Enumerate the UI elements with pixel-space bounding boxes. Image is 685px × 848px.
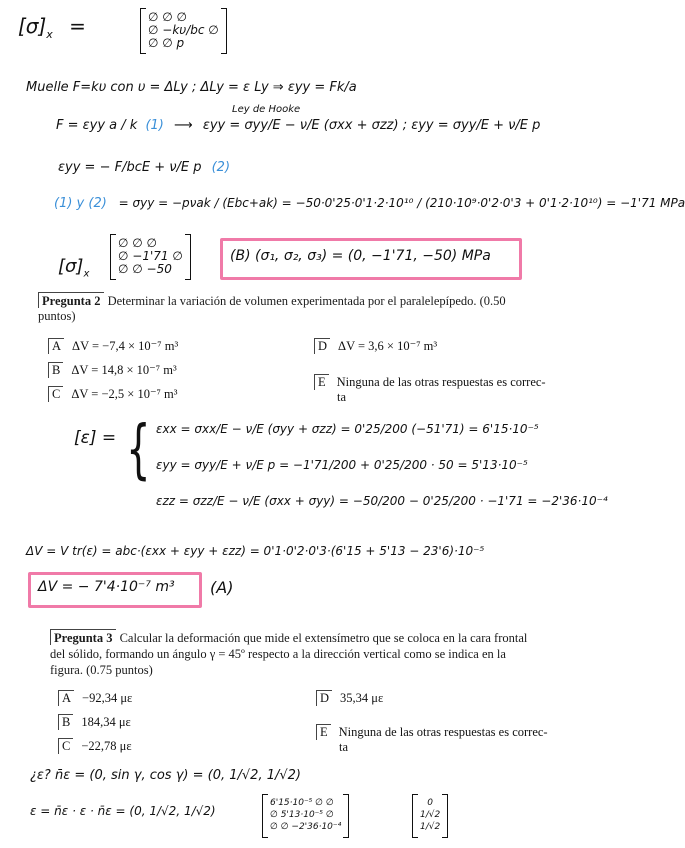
gauge-direction-line: ¿ε? n̄ε = (0, sin γ, cos γ) = (0, 1/√2, 1/√2) [30, 768, 301, 783]
q3-option-e[interactable] [316, 724, 548, 755]
q3-option-a[interactable] [58, 690, 132, 706]
q2-option-d[interactable] [314, 338, 437, 354]
muelle-line: Muelle F=kυ con υ = ΔLy ; ΔLy = ε Ly ⇒ εyy = Fk/a [26, 80, 357, 95]
question-3-text-3: figura. (0.75 puntos) [50, 663, 153, 677]
option-text: ΔV = 14,8 × 10⁻⁷ m³ [71, 363, 177, 377]
q2-option-c[interactable] [48, 386, 178, 402]
strain-xx-equation: εxx = σxx/E − ν/E (σyy + σzz) = 0'25/200 (−51'71) = 6'15·10⁻⁵ [156, 422, 539, 436]
sigma-label-top [18, 14, 86, 41]
option-letter: C [48, 386, 63, 402]
question-3-text-2: del sólido, formando un ángulo γ = 45º respecto a la dirección vertical como se indica en la [50, 647, 506, 661]
direction-vector [412, 794, 448, 838]
option-text: Ninguna de las otras respuestas es correc- [336, 375, 546, 389]
force-expression: F = εyy a / k [56, 118, 138, 133]
question-2-text-1: Determinar la variación de volumen experimentada por el paralelepípedo. (0.50 [107, 294, 506, 308]
option-letter: B [58, 714, 73, 730]
option-text: 184,34 με [81, 715, 131, 729]
option-text: ΔV = −7,4 × 10⁻⁷ m³ [72, 339, 179, 353]
strain-zz-equation: εzz = σzz/E − ν/E (σxx + σyy) = −50/200 − 0'25/200 · −1'71 = −2'36·10⁻⁴ [156, 494, 608, 508]
matrix-left-bracket [140, 8, 146, 54]
option-text: ΔV = 3,6 × 10⁻⁷ m³ [338, 339, 438, 353]
force-equation [56, 118, 540, 133]
matrix-right-bracket [343, 794, 349, 838]
matrix-row: ∅ ∅ p [148, 36, 185, 50]
arrow: ⟶ [174, 118, 193, 133]
q3-option-b[interactable] [58, 714, 131, 730]
combine-label: (1) y (2) [54, 196, 107, 211]
combine-line [54, 196, 685, 211]
strain-matrix-final [262, 794, 349, 838]
matrix-left-bracket [110, 234, 116, 280]
vector-row: 0 [427, 798, 433, 808]
option-text: −92,34 με [82, 691, 133, 705]
question-3 [50, 630, 590, 678]
matrix-row: ∅ ∅ ∅ [118, 236, 157, 250]
volume-change-answer: ΔV = − 7'4·10⁻⁷ m³ [38, 579, 175, 595]
strain-yy-equation: εyy = σyy/E − ν/E (σxx + σzz) ; εyy = σyy/E + ν/E p [202, 118, 541, 133]
matrix-row: ∅ −kυ/bc ∅ [148, 23, 219, 37]
q3-option-c[interactable] [58, 738, 132, 754]
option-letter: E [316, 724, 331, 740]
sigma-symbol: [σ] [58, 256, 84, 277]
hooke-law-label: Ley de Hooke [232, 104, 301, 115]
q2-option-b[interactable] [48, 362, 177, 378]
q2-option-a[interactable] [48, 338, 178, 354]
option-text: ΔV = −2,5 × 10⁻⁷ m³ [71, 387, 178, 401]
option-letter: E [314, 374, 329, 390]
principal-stresses-answer: (B) (σ₁, σ₂, σ₃) = (0, −1'71, −50) MPa [230, 248, 491, 264]
question-3-text-1: Calcular la deformación que mide el extensímetro que se coloca en la cara frontal [119, 631, 528, 645]
option-text: −22,78 με [81, 739, 132, 753]
option-letter: B [48, 362, 63, 378]
sigma-symbol: [σ] [18, 14, 47, 38]
sigma-label-result [58, 256, 89, 280]
vector-row: 1/√2 [420, 810, 441, 820]
option-letter: A [58, 690, 74, 706]
equation-ref-1: (1) [145, 118, 164, 133]
volume-change-equation: ΔV = V tr(ε) = abc·(εxx + εyy + εzz) = 0'1·0'2·0'3·(6'15 + 5'13 − 23'6)·10⁻⁵ [26, 544, 485, 558]
option-letter: D [316, 690, 332, 706]
matrix-row: 6'15·10⁻⁵ ∅ ∅ [270, 798, 334, 808]
question-2 [38, 294, 588, 324]
option-text-cont: ta [339, 740, 349, 754]
matrix-row: ∅ ∅ −50 [118, 262, 172, 276]
strain-yy-expression: εyy = − F/bcE + ν/E p [58, 160, 202, 175]
strain-tensor-label: [ε] = [74, 428, 117, 448]
left-brace: { [126, 413, 151, 487]
gauge-strain-line: ε = n̄ε · ε · n̄ε = (0, 1/√2, 1/√2) [30, 804, 216, 818]
stress-matrix-result [110, 234, 191, 280]
strain-yy-equation-2: εyy = σyy/E + ν/E p = −1'71/200 + 0'25/200 · 50 = 5'13·10⁻⁵ [156, 458, 528, 472]
matrix-row: ∅ 5'13·10⁻⁵ ∅ [270, 810, 334, 820]
sigma-subscript: x [83, 268, 90, 280]
stress-matrix-initial [140, 8, 227, 54]
option-letter: D [314, 338, 330, 354]
sigma-subscript: x [46, 28, 53, 41]
option-letter: C [58, 738, 73, 754]
sigma-yy-result: = σyy = −pνak / (Ebc+ak) = −50·0'25·0'1·2·10¹⁰ / (210·10⁹·0'2·0'3 + 0'1·2·10¹⁰) = −1'71 MPa [118, 196, 685, 210]
matrix-row: ∅ ∅ −2'36·10⁻⁴ [270, 822, 342, 832]
vector-row: 1/√2 [420, 822, 441, 832]
q2-option-e[interactable] [314, 374, 546, 405]
matrix-left-bracket [262, 794, 268, 838]
matrix-right-bracket [442, 794, 448, 838]
matrix-row: ∅ −1'71 ∅ [118, 249, 183, 263]
option-text: Ninguna de las otras respuestas es correc- [338, 725, 548, 739]
option-letter: A [48, 338, 64, 354]
matrix-left-bracket [412, 794, 418, 838]
q3-option-d[interactable] [316, 690, 383, 706]
strain-yy-line [58, 160, 230, 175]
question-2-text-2: puntos) [38, 309, 76, 323]
option-text: 35,34 με [340, 691, 384, 705]
option-text-cont: ta [337, 390, 347, 404]
matrix-row: ∅ ∅ ∅ [148, 10, 187, 24]
equation-ref-2: (2) [211, 160, 231, 175]
matrix-right-bracket [221, 8, 227, 54]
question-2-title: Pregunta 2 [38, 292, 104, 308]
matrix-right-bracket [185, 234, 191, 280]
volume-change-choice: (A) [210, 578, 234, 597]
question-3-title: Pregunta 3 [50, 629, 116, 645]
equals-sign: = [69, 14, 86, 38]
